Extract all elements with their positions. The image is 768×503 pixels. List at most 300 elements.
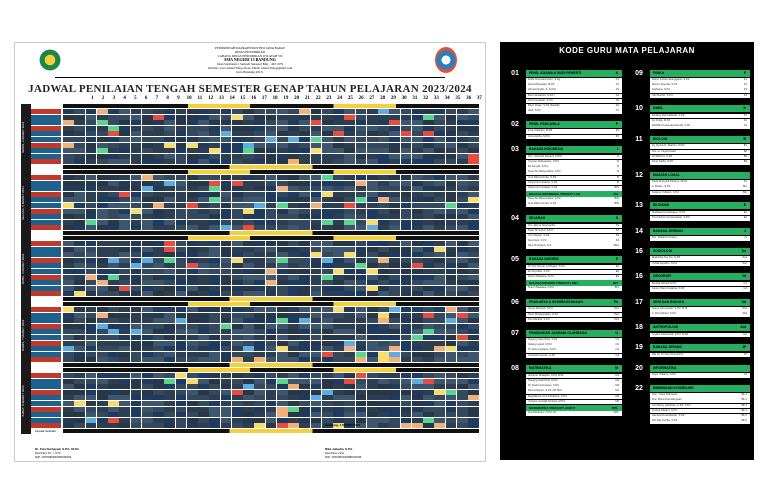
schedule-cell — [446, 214, 457, 219]
schedule-cell — [333, 269, 344, 274]
schedule-cell — [198, 120, 209, 125]
schedule-cell — [63, 384, 74, 389]
schedule-cell — [367, 131, 378, 136]
schedule-cell — [288, 241, 299, 246]
schedule-cell — [412, 280, 423, 285]
schedule-cell — [74, 241, 85, 246]
schedule-cell — [412, 143, 423, 148]
schedule-cell — [86, 307, 97, 312]
schedule-row — [63, 412, 479, 417]
schedule-cell — [232, 258, 243, 263]
time-slot — [31, 307, 61, 312]
teacher-row: Dewi Sri Rhayunidea, S.Pd I4 — [526, 170, 622, 175]
schedule-cell — [468, 209, 479, 214]
schedule-cell — [221, 159, 232, 164]
schedule-cell — [468, 335, 479, 340]
subject-number: 17 — [635, 298, 643, 306]
right-rank: Pembina, IV/a — [325, 451, 344, 455]
schedule-cell — [288, 407, 299, 412]
schedule-cell — [423, 148, 434, 153]
schedule-cell — [322, 373, 333, 378]
schedule-cell — [434, 412, 445, 417]
schedule-cell — [221, 286, 232, 291]
schedule-cell — [232, 126, 243, 131]
schedule-cell — [209, 401, 220, 406]
schedule-cell — [434, 341, 445, 346]
schedule-cell — [446, 209, 457, 214]
schedule-cell — [119, 341, 130, 346]
schedule-cell — [266, 120, 277, 125]
schedule-cell — [209, 148, 220, 153]
schedule-cell — [446, 159, 457, 164]
schedule-cell — [288, 186, 299, 191]
schedule-cell — [74, 407, 85, 412]
schedule-cell — [131, 412, 142, 417]
schedule-cell — [74, 329, 85, 334]
schedule-cell — [74, 131, 85, 136]
schedule-cell — [311, 181, 322, 186]
time-slot — [31, 318, 61, 323]
schedule-cell — [176, 357, 187, 362]
schedule-cell — [434, 418, 445, 423]
schedule-cell — [322, 181, 333, 186]
schedule-cell — [468, 192, 479, 197]
schedule-cell — [344, 341, 355, 346]
schedule-cell — [176, 335, 187, 340]
schedule-cell — [164, 159, 175, 164]
schedule-cell — [356, 109, 367, 114]
schedule-cell — [221, 175, 232, 180]
schedule-cell — [198, 318, 209, 323]
teacher-row: Eri Ariyulika, S.Pd E2 — [526, 270, 622, 275]
schedule-cell — [423, 423, 434, 428]
schedule-cell — [378, 418, 389, 423]
schedule-cell — [434, 286, 445, 291]
schedule-cell — [209, 258, 220, 263]
schedule-cell — [198, 154, 209, 159]
time-slot — [31, 225, 61, 230]
schedule-cell — [198, 225, 209, 230]
teacher-row: Nanang Hadi Firdi, M.Pd M2 — [526, 379, 622, 384]
schedule-cell — [412, 126, 423, 131]
schedule-cell — [254, 291, 265, 296]
schedule-cell — [288, 307, 299, 312]
schedule-cell — [434, 214, 445, 219]
schedule-cell — [232, 352, 243, 357]
schedule-cell — [221, 192, 232, 197]
schedule-cell — [277, 357, 288, 362]
time-slot — [31, 137, 61, 142]
schedule-cell — [254, 175, 265, 180]
schedule-cell — [254, 373, 265, 378]
schedule-cell — [97, 275, 108, 280]
schedule-cell — [356, 263, 367, 268]
schedule-cell — [254, 412, 265, 417]
schedule-cell — [131, 115, 142, 120]
schedule-cell — [131, 352, 142, 357]
schedule-cell — [311, 318, 322, 323]
schedule-cell — [367, 390, 378, 395]
schedule-cell — [97, 252, 108, 257]
schedule-cell — [187, 324, 198, 329]
schedule-cell — [187, 313, 198, 318]
class-column-16: 16 — [251, 96, 257, 101]
schedule-cell — [412, 192, 423, 197]
schedule-cell — [243, 373, 254, 378]
schedule-cell — [86, 192, 97, 197]
schedule-cell — [108, 280, 119, 285]
schedule-cell — [108, 390, 119, 395]
schedule-cell — [266, 390, 277, 395]
schedule-cell — [412, 357, 423, 362]
schedule-cell — [311, 269, 322, 274]
schedule-cell — [434, 346, 445, 351]
schedule-cell — [277, 247, 288, 252]
schedule-row — [63, 275, 479, 280]
schedule-cell — [131, 384, 142, 389]
schedule-cell — [299, 373, 310, 378]
schedule-cell — [153, 225, 164, 230]
schedule-cell — [209, 275, 220, 280]
subject-number: 14 — [635, 227, 643, 235]
schedule-cell — [63, 258, 74, 263]
schedule-cell — [108, 384, 119, 389]
schedule-cell — [434, 291, 445, 296]
schedule-cell — [457, 275, 468, 280]
time-slot — [31, 373, 61, 378]
schedule-cell — [187, 175, 198, 180]
schedule-cell — [389, 307, 400, 312]
schedule-cell — [277, 291, 288, 296]
schedule-cell — [378, 220, 389, 225]
schedule-cell — [254, 352, 265, 357]
schedule-cell — [344, 269, 355, 274]
schedule-cell — [423, 220, 434, 225]
schedule-cell — [401, 280, 412, 285]
schedule-cell — [254, 258, 265, 263]
schedule-cell — [243, 247, 254, 252]
schedule-cell — [468, 341, 479, 346]
schedule-cell — [221, 197, 232, 202]
schedule-cell — [322, 209, 333, 214]
schedule-cell — [142, 318, 153, 323]
schedule-cell — [356, 209, 367, 214]
schedule-cell — [198, 197, 209, 202]
schedule-row — [63, 137, 479, 142]
schedule-cell — [277, 263, 288, 268]
schedule-cell — [423, 252, 434, 257]
teacher-row: Fathiana, S.Pd F3 — [650, 88, 750, 93]
schedule-cell — [266, 269, 277, 274]
schedule-cell — [423, 286, 434, 291]
schedule-cell — [378, 346, 389, 351]
schedule-cell — [254, 120, 265, 125]
schedule-cell — [401, 225, 412, 230]
schedule-cell — [412, 148, 423, 153]
schedule-cell — [119, 307, 130, 312]
schedule-cell — [232, 197, 243, 202]
schedule-cell — [468, 401, 479, 406]
schedule-cell — [187, 269, 198, 274]
schedule-cell — [277, 352, 288, 357]
schedule-cell — [119, 286, 130, 291]
schedule-cell — [187, 423, 198, 428]
schedule-cell — [423, 120, 434, 125]
schedule-cell — [322, 379, 333, 384]
time-slot — [31, 286, 61, 291]
schedule-row — [63, 143, 479, 148]
schedule-row — [63, 335, 479, 340]
schedule-cell — [74, 401, 85, 406]
schedule-cell — [423, 186, 434, 191]
schedule-cell — [243, 159, 254, 164]
schedule-cell — [119, 263, 130, 268]
schedule-cell — [97, 324, 108, 329]
schedule-cell — [446, 126, 457, 131]
schedule-cell — [322, 225, 333, 230]
schedule-cell — [187, 291, 198, 296]
schedule-cell — [322, 390, 333, 395]
schedule-cell — [468, 407, 479, 412]
schedule-cell — [221, 418, 232, 423]
subject-section — [628, 363, 750, 378]
schedule-cell — [311, 109, 322, 114]
schedule-cell — [142, 324, 153, 329]
schedule-cell — [108, 352, 119, 357]
schedule-cell — [232, 175, 243, 180]
schedule-cell — [277, 318, 288, 323]
schedule-cell — [97, 418, 108, 423]
schedule-cell — [311, 412, 322, 417]
schedule-cell — [277, 192, 288, 197]
schedule-cell — [457, 390, 468, 395]
schedule-cell — [468, 286, 479, 291]
schedule-cell — [423, 181, 434, 186]
schedule-cell — [187, 197, 198, 202]
schedule-cell — [243, 203, 254, 208]
schedule-cell — [412, 395, 423, 400]
schedule-cell — [468, 291, 479, 296]
schedule-cell — [288, 280, 299, 285]
schedule-cell — [367, 407, 378, 412]
schedule-cell — [209, 318, 220, 323]
schedule-cell — [153, 120, 164, 125]
schedule-cell — [266, 225, 277, 230]
schedule-cell — [412, 258, 423, 263]
schedule-cell — [63, 159, 74, 164]
schedule-row — [63, 214, 479, 219]
schedule-cell — [389, 203, 400, 208]
schedule-cell — [131, 154, 142, 159]
schedule-cell — [288, 401, 299, 406]
schedule-cell — [423, 373, 434, 378]
schedule-cell — [344, 352, 355, 357]
schedule-cell — [142, 307, 153, 312]
schedule-cell — [401, 341, 412, 346]
schedule-cell — [74, 154, 85, 159]
schedule-cell — [412, 154, 423, 159]
schedule-cell — [232, 390, 243, 395]
schedule-cell — [468, 131, 479, 136]
schedule-cell — [344, 159, 355, 164]
schedule-cell — [378, 379, 389, 384]
time-slot — [31, 341, 61, 346]
teacher-row: Nanang Saut Dani, S.Pd O1 — [526, 338, 622, 343]
schedule-cell — [119, 220, 130, 225]
schedule-cell — [434, 384, 445, 389]
schedule-cell — [333, 241, 344, 246]
schedule-cell — [389, 126, 400, 131]
schedule-cell — [277, 324, 288, 329]
schedule-cell — [389, 352, 400, 357]
schedule-cell — [86, 341, 97, 346]
schedule-cell — [367, 120, 378, 125]
schedule-cell — [378, 412, 389, 417]
schedule-cell — [153, 154, 164, 159]
schedule-cell — [153, 395, 164, 400]
schedule-cell — [86, 357, 97, 362]
time-slot — [31, 357, 61, 362]
schedule-cell — [277, 346, 288, 351]
schedule-cell — [153, 159, 164, 164]
schedule-cell — [378, 175, 389, 180]
schedule-cell — [142, 109, 153, 114]
schedule-cell — [142, 252, 153, 257]
schedule-cell — [86, 252, 97, 257]
schedule-row — [63, 175, 479, 180]
schedule-cell — [221, 131, 232, 136]
schedule-cell — [434, 120, 445, 125]
schedule-cell — [322, 247, 333, 252]
schedule-cell — [119, 192, 130, 197]
schedule-cell — [468, 220, 479, 225]
schedule-cell — [401, 115, 412, 120]
schedule-cell — [232, 291, 243, 296]
schedule-cell — [254, 192, 265, 197]
time-slot — [31, 126, 61, 131]
schedule-cell — [86, 418, 97, 423]
schedule-cell — [401, 346, 412, 351]
schedule-cell — [187, 137, 198, 142]
schedule-cell — [108, 335, 119, 340]
schedule-cell — [221, 181, 232, 186]
schedule-cell — [333, 154, 344, 159]
schedule-cell — [97, 225, 108, 230]
schedule-cell — [333, 329, 344, 334]
time-slot — [31, 214, 61, 219]
schedule-cell — [131, 341, 142, 346]
schedule-cell — [356, 291, 367, 296]
schedule-cell — [412, 341, 423, 346]
schedule-cell — [232, 143, 243, 148]
teacher-row: Sitti Nurfitri, S.Pd F4 — [650, 94, 750, 99]
schedule-row — [63, 407, 479, 412]
schedule-cell — [378, 203, 389, 208]
schedule-cell — [277, 395, 288, 400]
class-column-14: 14 — [229, 96, 235, 101]
schedule-cell — [254, 318, 265, 323]
schedule-cell — [97, 241, 108, 246]
teacher-row: Yuliati Agustini, S.Pd So2 — [650, 262, 750, 267]
schedule-cell — [176, 109, 187, 114]
schedule-cell — [311, 137, 322, 142]
schedule-cell — [401, 197, 412, 202]
schedule-cell — [457, 291, 468, 296]
schedule-cell — [322, 324, 333, 329]
schedule-cell — [142, 220, 153, 225]
schedule-cell — [311, 401, 322, 406]
schedule-cell — [412, 241, 423, 246]
schedule-cell — [209, 252, 220, 257]
schedule-cell — [401, 209, 412, 214]
schedule-cell — [423, 263, 434, 268]
schedule-cell — [356, 341, 367, 346]
schedule-cell — [311, 186, 322, 191]
schedule-cell — [63, 401, 74, 406]
schedule-cell — [288, 395, 299, 400]
schedule-cell — [333, 280, 344, 285]
time-slot — [31, 148, 61, 153]
schedule-cell — [333, 341, 344, 346]
schedule-cell — [434, 263, 445, 268]
schedule-cell — [457, 137, 468, 142]
schedule-cell — [176, 390, 187, 395]
schedule-cell — [356, 373, 367, 378]
schedule-cell — [299, 395, 310, 400]
schedule-cell — [63, 313, 74, 318]
schedule-cell — [457, 395, 468, 400]
schedule-cell — [164, 390, 175, 395]
schedule-cell — [457, 109, 468, 114]
subject-section — [628, 226, 750, 241]
schedule-cell — [367, 115, 378, 120]
schedule-cell — [446, 137, 457, 142]
schedule-cell — [277, 412, 288, 417]
subject-number: 01 — [511, 69, 519, 77]
schedule-cell — [142, 214, 153, 219]
schedule-cell — [176, 252, 187, 257]
class-column-27: 27 — [369, 96, 375, 101]
schedule-cell — [311, 395, 322, 400]
schedule-cell — [468, 346, 479, 351]
schedule-cell — [446, 412, 457, 417]
schedule-cell — [187, 401, 198, 406]
schedule-cell — [299, 252, 310, 257]
schedule-cell — [254, 280, 265, 285]
teacher-row: Aulya Nur Hutasta, S.Pd I6 — [526, 181, 622, 186]
schedule-cell — [412, 379, 423, 384]
schedule-row — [63, 390, 479, 395]
schedule-cell — [457, 131, 468, 136]
class-column-24: 24 — [337, 96, 343, 101]
schedule-cell — [344, 225, 355, 230]
schedule-cell — [108, 247, 119, 252]
schedule-cell — [209, 412, 220, 417]
schedule-cell — [63, 220, 74, 225]
schedule-cell — [63, 214, 74, 219]
schedule-cell — [423, 307, 434, 312]
subject-number: 19 — [635, 344, 643, 352]
schedule-cell — [209, 154, 220, 159]
schedule-cell — [63, 197, 74, 202]
schedule-cell — [356, 275, 367, 280]
schedule-cell — [468, 280, 479, 285]
signature-date: Bandung, 1 MARET 2024 — [325, 423, 361, 427]
schedule-cell — [401, 258, 412, 263]
schedule-cell — [378, 318, 389, 323]
session-band — [63, 368, 479, 372]
teacher-row: Nurun Maulana, S.Pd E3 — [526, 275, 622, 280]
